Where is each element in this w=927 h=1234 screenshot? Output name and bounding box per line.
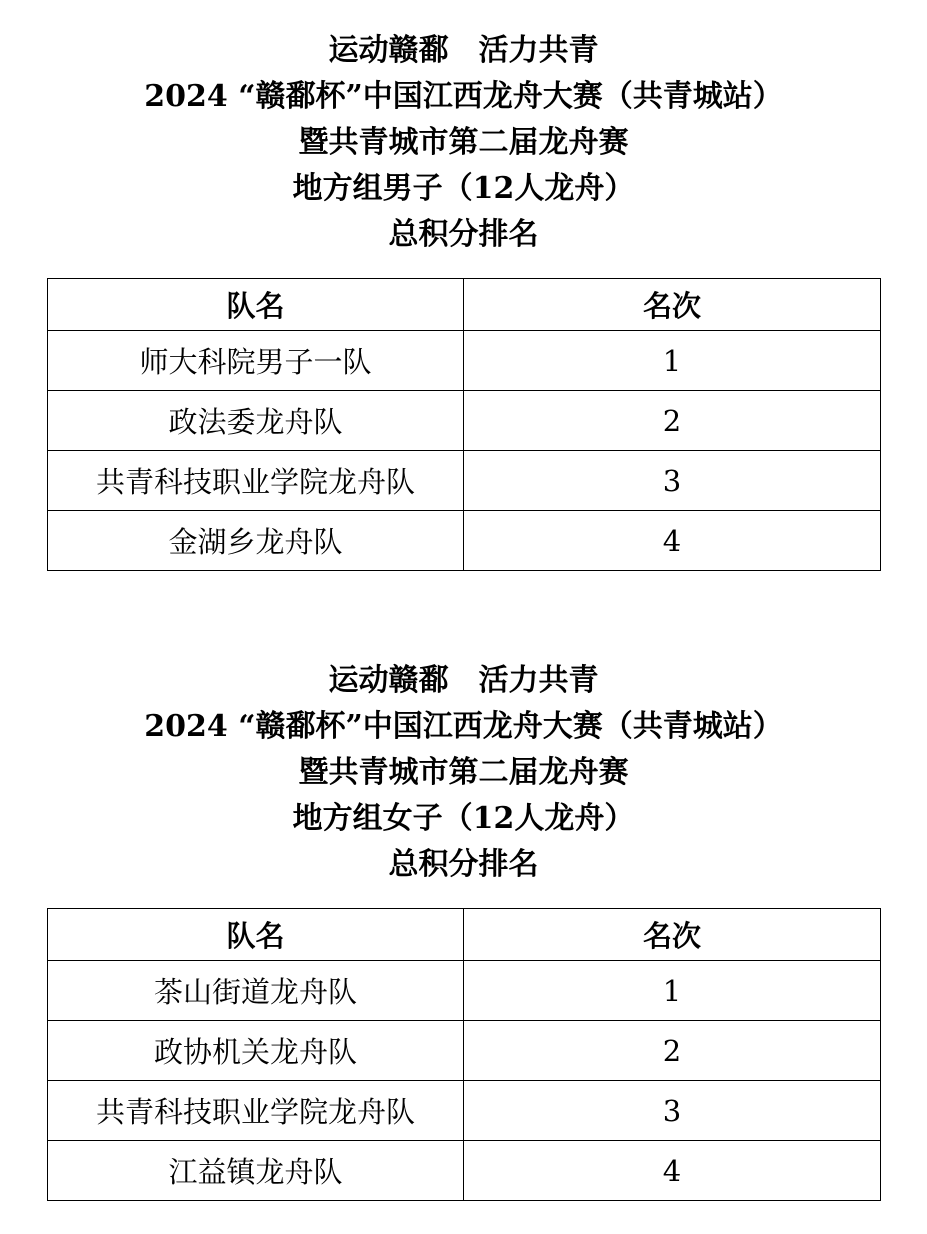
rank-cell: 2 bbox=[464, 1021, 881, 1081]
table-header-row bbox=[48, 909, 881, 961]
rank-cell: 3 bbox=[464, 451, 881, 511]
ranking-title: 总积分排名 bbox=[388, 217, 539, 252]
rank-cell: 4 bbox=[464, 1141, 881, 1201]
event-name: 2024 “赣鄱杯”中国江西龙舟大赛（共青城站） bbox=[144, 709, 783, 744]
table-row bbox=[48, 1081, 881, 1141]
team-name-cell: 金湖乡龙舟队 bbox=[48, 511, 464, 571]
rank-cell: 2 bbox=[464, 391, 881, 451]
rank-cell: 3 bbox=[464, 1081, 881, 1141]
table-row bbox=[48, 961, 881, 1021]
event-subtitle: 暨共青城市第二届龙舟赛 bbox=[298, 125, 629, 160]
rank-cell: 1 bbox=[464, 961, 881, 1021]
table-row bbox=[48, 1141, 881, 1201]
category-title: 地方组女子（12人龙舟） bbox=[292, 801, 635, 836]
team-name-cell: 政协机关龙舟队 bbox=[48, 1021, 464, 1081]
women-ranking-section bbox=[0, 658, 927, 1189]
category-title: 地方组男子（12人龙舟） bbox=[292, 171, 635, 206]
event-slogan: 运动赣鄱 活力共青 bbox=[328, 33, 599, 68]
men-ranking-table bbox=[47, 278, 881, 571]
rank-header: 名次 bbox=[464, 279, 881, 331]
team-name-header: 队名 bbox=[48, 909, 464, 961]
team-name-header: 队名 bbox=[48, 279, 464, 331]
rank-header: 名次 bbox=[464, 909, 881, 961]
team-name-cell: 共青科技职业学院龙舟队 bbox=[48, 1081, 464, 1141]
table-row bbox=[48, 451, 881, 511]
team-name-cell: 政法委龙舟队 bbox=[48, 391, 464, 451]
men-title-block bbox=[0, 28, 927, 258]
event-name: 2024 “赣鄱杯”中国江西龙舟大赛（共青城站） bbox=[144, 79, 783, 114]
women-title-block bbox=[0, 658, 927, 888]
ranking-title: 总积分排名 bbox=[388, 847, 539, 882]
women-ranking-table bbox=[47, 908, 881, 1201]
team-name-cell: 共青科技职业学院龙舟队 bbox=[48, 451, 464, 511]
event-slogan: 运动赣鄱 活力共青 bbox=[328, 663, 599, 698]
rank-cell: 4 bbox=[464, 511, 881, 571]
table-row bbox=[48, 1021, 881, 1081]
table-row bbox=[48, 331, 881, 391]
team-name-cell: 茶山街道龙舟队 bbox=[48, 961, 464, 1021]
table-row bbox=[48, 391, 881, 451]
team-name-cell: 江益镇龙舟队 bbox=[48, 1141, 464, 1201]
table-header-row bbox=[48, 279, 881, 331]
men-ranking-section bbox=[0, 28, 927, 559]
event-subtitle: 暨共青城市第二届龙舟赛 bbox=[298, 755, 629, 790]
rank-cell: 1 bbox=[464, 331, 881, 391]
table-row bbox=[48, 511, 881, 571]
team-name-cell: 师大科院男子一队 bbox=[48, 331, 464, 391]
